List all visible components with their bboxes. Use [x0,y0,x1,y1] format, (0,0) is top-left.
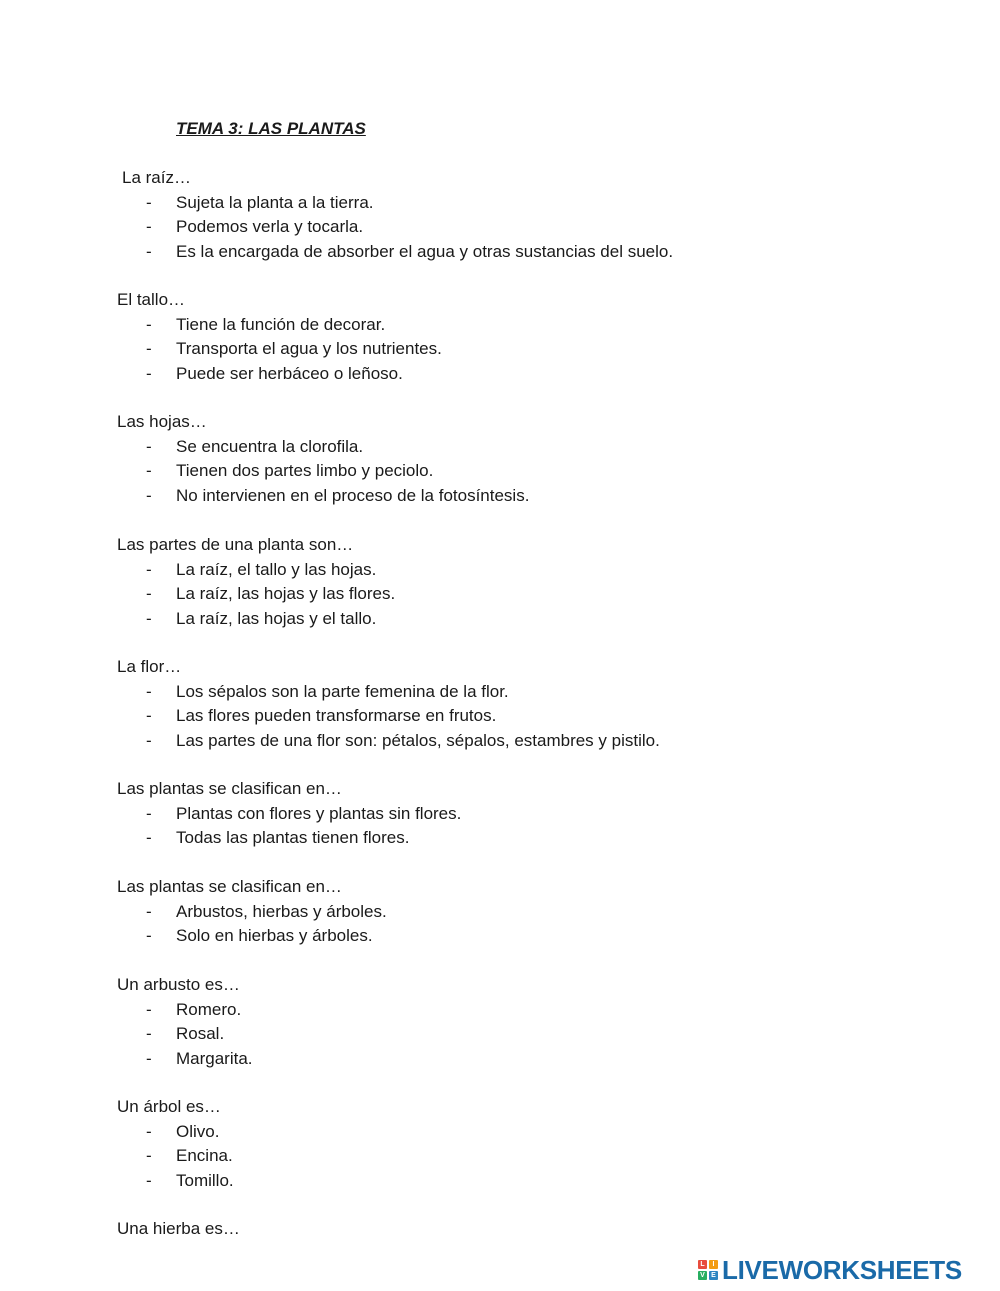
dash-bullet: - [146,436,152,456]
question-block [117,288,977,386]
dash-bullet: - [146,192,152,212]
question-block [117,1217,977,1242]
dash-bullet: - [146,339,152,358]
question-block [117,655,977,753]
option-text: Las partes de una flor son: pétalos, sépalos, estambres y pistilo. [176,730,660,750]
option-item[interactable] [117,1169,977,1194]
option-text: No intervienen en el proceso de la fotosíntesis. [176,485,530,505]
dash-bullet: - [146,461,152,480]
question-block [117,1095,977,1193]
option-text: Se encuentra la clorofila. [176,436,364,456]
liveworksheets-logo [698,1256,962,1284]
badge-letter-i: I [709,1260,718,1269]
dash-bullet: - [146,706,152,725]
option-text: Las flores pueden transformarse en frutos. [176,706,497,725]
question-text: La raíz… [122,168,191,187]
option-item[interactable] [117,215,977,240]
option-item[interactable] [117,582,977,607]
question-block [117,166,977,264]
question-block [117,410,977,508]
option-item[interactable] [117,240,977,265]
dash-bullet: - [146,1170,152,1190]
dash-bullet: - [146,926,152,945]
option-text: Sujeta la planta a la tierra. [176,192,374,212]
liveworksheets-wordmark: LIVEWORKSHEETS [722,1254,962,1285]
option-text: Todas las plantas tienen flores. [176,828,410,847]
option-list [117,998,977,1072]
option-item[interactable] [117,191,977,216]
option-text: Podemos verla y tocarla. [176,217,364,236]
option-text: Encina. [176,1146,233,1165]
dash-bullet: - [146,363,152,383]
dash-bullet: - [146,559,152,579]
option-item[interactable] [117,337,977,362]
option-list [117,802,977,851]
option-text: Puede ser herbáceo o leñoso. [176,363,403,383]
dash-bullet: - [146,485,152,505]
option-item[interactable] [117,558,977,583]
worksheet-title: TEMA 3: LAS PLANTAS [176,119,366,138]
option-item[interactable] [117,924,977,949]
question-text: Una hierba es… [117,1219,240,1238]
liveworksheets-badge-icon [698,1260,718,1280]
question-block [117,875,977,949]
option-item[interactable] [117,1047,977,1072]
option-text: Tiene la función de decorar. [176,314,386,334]
dash-bullet: - [146,584,152,603]
dash-bullet: - [146,217,152,236]
option-text: Margarita. [176,1048,253,1068]
option-text: Tomillo. [176,1170,234,1190]
dash-bullet: - [146,999,152,1019]
question-block [117,973,977,1071]
dash-bullet: - [146,828,152,847]
option-list [117,558,977,632]
option-item[interactable] [117,313,977,338]
option-item[interactable] [117,729,977,754]
option-item[interactable] [117,680,977,705]
option-text: Los sépalos son la parte femenina de la flor. [176,681,509,701]
option-item[interactable] [117,704,977,729]
question-text: Las hojas… [117,412,207,431]
option-item[interactable] [117,362,977,387]
option-text: La raíz, las hojas y el tallo. [176,608,377,628]
option-text: La raíz, las hojas y las flores. [176,584,396,603]
option-text: Romero. [176,999,242,1019]
option-item[interactable] [117,607,977,632]
option-list [117,191,977,265]
question-text: Las plantas se clasifican en… [117,877,342,896]
option-text: Olivo. [176,1121,220,1141]
dash-bullet: - [146,681,152,701]
option-list [117,900,977,949]
question-text: Las partes de una planta son… [117,535,354,554]
option-list [117,1120,977,1194]
badge-letter-e: E [709,1271,718,1280]
option-text: Solo en hierbas y árboles. [176,926,373,945]
option-text: Arbustos, hierbas y árboles. [176,901,387,921]
option-text: Es la encargada de absorber el agua y otras sustancias del suelo. [176,241,674,261]
option-item[interactable] [117,1022,977,1047]
question-text: La flor… [117,657,182,676]
dash-bullet: - [146,730,152,750]
option-text: Rosal. [176,1024,225,1043]
option-item[interactable] [117,484,977,509]
option-item[interactable] [117,802,977,827]
dash-bullet: - [146,803,152,823]
option-list [117,313,977,387]
option-text: Plantas con flores y plantas sin flores. [176,803,462,823]
badge-letter-v: V [698,1271,707,1280]
dash-bullet: - [146,1146,152,1165]
question-text: Un arbusto es… [117,975,240,994]
option-list [117,435,977,509]
dash-bullet: - [146,1121,152,1141]
option-item[interactable] [117,459,977,484]
question-text: Las plantas se clasifican en… [117,779,342,798]
option-item[interactable] [117,435,977,460]
option-text: La raíz, el tallo y las hojas. [176,559,377,579]
question-text: Un árbol es… [117,1097,221,1116]
option-item[interactable] [117,998,977,1023]
question-block [117,777,977,851]
option-list [117,680,977,754]
dash-bullet: - [146,1024,152,1043]
question-block [117,533,977,631]
option-text: Transporta el agua y los nutrientes. [176,339,442,358]
dash-bullet: - [146,241,152,261]
dash-bullet: - [146,608,152,628]
badge-letter-l: L [698,1260,707,1269]
option-item[interactable] [117,826,977,851]
dash-bullet: - [146,901,152,921]
option-item[interactable] [117,1120,977,1145]
option-item[interactable] [117,900,977,925]
dash-bullet: - [146,314,152,334]
option-item[interactable] [117,1144,977,1169]
option-text: Tienen dos partes limbo y peciolo. [176,461,434,480]
question-text: El tallo… [117,290,186,309]
dash-bullet: - [146,1048,152,1068]
